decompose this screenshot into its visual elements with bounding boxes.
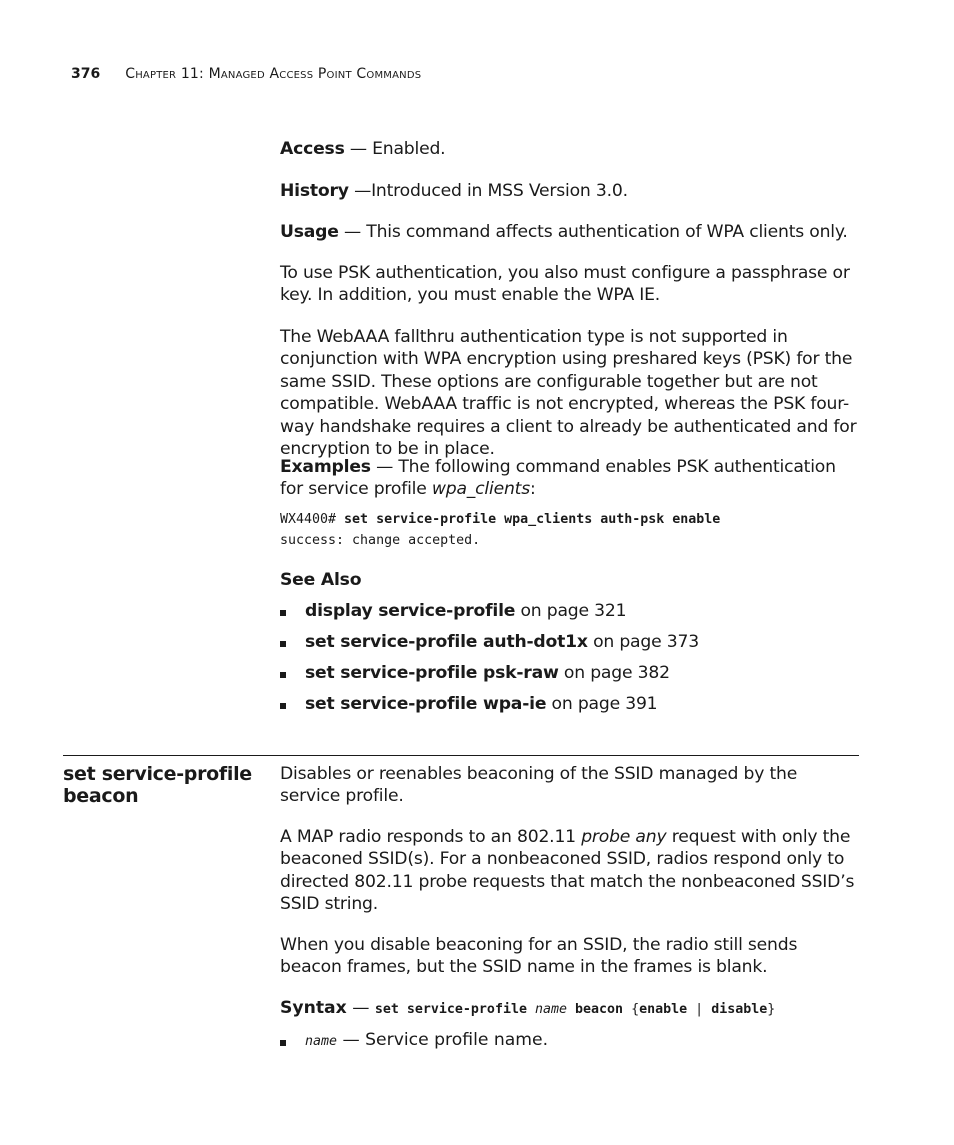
see-also-list xyxy=(280,600,860,724)
syntax-command xyxy=(375,1002,775,1017)
see-also-item[interactable] xyxy=(280,600,860,631)
webaaa-paragraph: The WebAAA fallthru authentication type is not supported in conjunction with WPA encryption using preshared keys (PSK) for the same SSID. These options are configurable together but are not compatible. WebAAA traffic is not encrypted, whereas the PSK four-way handshake requires a client to already be authenticated and for encryption to be in place. xyxy=(280,327,857,460)
disable-beacon-paragraph: When you disable beaconing for an SSID, the radio still sends beacon frames, but the SSID name in the frames is blank. xyxy=(280,935,798,978)
see-also-command: set service-profile auth-dot1x xyxy=(305,632,588,652)
syntax-option-enable: enable xyxy=(639,1002,688,1017)
code-command: set service-profile wpa_clients auth-psk enable xyxy=(344,512,721,527)
section-divider xyxy=(63,755,859,756)
section-intro: Disables or reenables beaconing of the SSID managed by the service profile. xyxy=(280,764,798,807)
examples-label: Examples xyxy=(280,457,371,477)
code-prompt: WX4400# xyxy=(280,512,345,527)
see-also-page-ref: on page 382 xyxy=(558,663,670,683)
examples-text: — The following command enables PSK authentication for service profile xyxy=(280,457,836,500)
bullet-square-icon xyxy=(280,672,286,678)
see-also-page-ref: on page 391 xyxy=(546,694,658,714)
history-label: History xyxy=(280,181,349,201)
map-probe-any: probe any xyxy=(581,827,667,847)
page-number: 376 xyxy=(71,66,101,82)
see-also-item[interactable] xyxy=(280,662,860,693)
syntax-line xyxy=(280,998,775,1018)
access-label: Access xyxy=(280,139,345,159)
access-text: — Enabled. xyxy=(344,139,446,159)
examples-paragraph xyxy=(280,456,860,501)
usage-label: Usage xyxy=(280,222,339,242)
syntax-label: Syntax xyxy=(280,998,347,1018)
history-line xyxy=(280,180,860,202)
map-text-end: request with only the beaconed SSID(s). For a nonbeaconed SSID, radios respond only to directed 802.11 probe requests that match the nonbeaconed SSID’s SSID string. xyxy=(280,827,855,915)
bullet-square-icon xyxy=(280,703,286,709)
see-also-item[interactable] xyxy=(280,631,860,662)
chapter-title: Chapter 11: Managed Access Point Commands xyxy=(125,66,422,82)
syntax-cmd: set service-profile xyxy=(374,1002,527,1017)
bullet-square-icon xyxy=(280,610,286,616)
code-output: success: change accepted. xyxy=(280,532,481,548)
param-name: name xyxy=(305,1034,338,1049)
usage-text: — This command affects authentication of WPA clients only. xyxy=(338,222,848,242)
param-item xyxy=(280,1030,548,1050)
examples-profile: wpa_clients xyxy=(431,479,530,500)
syntax-separator: | xyxy=(687,1002,712,1017)
bullet-square-icon xyxy=(280,1040,286,1046)
history-text: —Introduced in MSS Version 3.0. xyxy=(348,181,628,201)
see-also-page-ref: on page 373 xyxy=(587,632,699,652)
see-also-command: set service-profile psk-raw xyxy=(305,663,559,683)
see-also-page-ref: on page 321 xyxy=(515,601,627,621)
access-line xyxy=(280,138,860,160)
syntax-arg: name xyxy=(534,1002,568,1017)
syntax-keyword: beacon xyxy=(575,1002,624,1017)
map-radio-paragraph xyxy=(280,826,860,916)
syntax-brace-close: } xyxy=(767,1002,776,1017)
see-also-heading: See Also xyxy=(280,570,362,590)
param-desc: — Service profile name. xyxy=(337,1030,549,1050)
map-text-start: A MAP radio responds to an 802.11 xyxy=(280,827,582,847)
page-header xyxy=(71,66,421,82)
bullet-square-icon xyxy=(280,641,286,647)
see-also-item[interactable] xyxy=(280,693,860,724)
usage-line xyxy=(280,221,860,243)
syntax-option-disable: disable xyxy=(711,1002,768,1017)
syntax-dash: — xyxy=(346,998,375,1018)
code-example xyxy=(280,510,720,551)
syntax-brace-open: { xyxy=(631,1002,640,1017)
section-title: set service-profile beacon xyxy=(63,763,252,807)
see-also-command: set service-profile wpa-ie xyxy=(305,694,547,714)
psk-paragraph: To use PSK authentication, you also must configure a passphrase or key. In addition, you must enable the WPA IE. xyxy=(280,263,850,306)
examples-colon: : xyxy=(529,479,536,500)
see-also-command: display service-profile xyxy=(305,601,516,621)
